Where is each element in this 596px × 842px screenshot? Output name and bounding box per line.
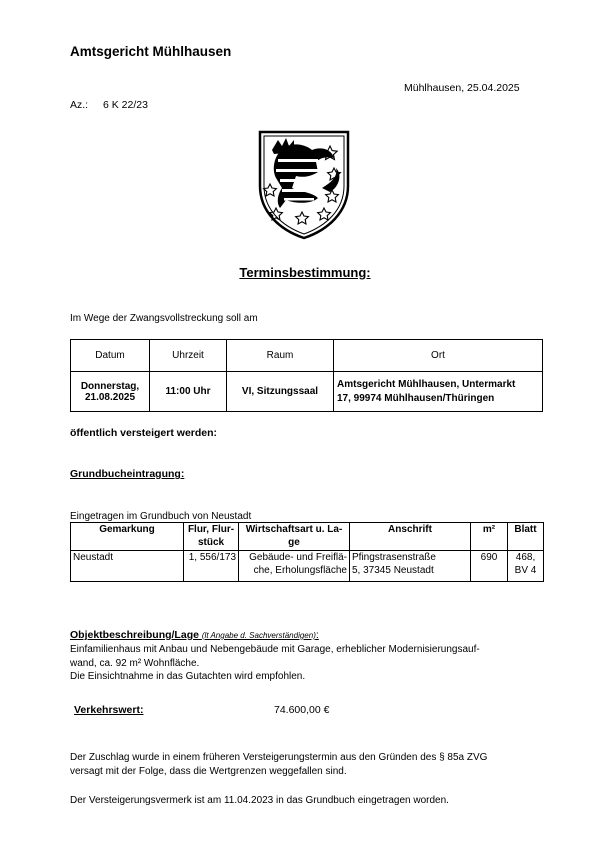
blatt-line-1: 468,	[515, 552, 536, 563]
cell-gemarkung: Neustadt	[71, 551, 184, 582]
cell-anschrift	[350, 551, 471, 582]
grundbuch-intro: Eingetragen im Grundbuch von Neustadt	[70, 511, 252, 522]
wirtschaft-line-2: che, Erholungsfläche	[253, 565, 347, 576]
appointment-table	[70, 339, 543, 412]
header-cell-raum: Raum	[227, 340, 334, 372]
objekt-line-2: wand, ca. 92 m² Wohnfläche.	[70, 657, 200, 669]
coat-of-arms-icon	[256, 128, 352, 240]
objekt-description	[70, 643, 540, 684]
date-line-1: Donnerstag,	[80, 380, 140, 392]
az-label: Az.:	[70, 99, 89, 111]
cell-flur: 1, 556/173	[184, 551, 239, 582]
table-row	[71, 551, 544, 582]
court-name: Amtsgericht Mühlhausen	[70, 44, 232, 59]
vermerk-paragraph: Der Versteigerungsvermerk ist am 11.04.2023 in das Grundbuch eingetragen worden.	[70, 795, 449, 806]
verkehrswert-value: 74.600,00 €	[274, 704, 330, 716]
header-cell-gemarkung: Gemarkung	[71, 523, 184, 551]
cell-blatt	[508, 551, 544, 582]
zuschlag-line-1: Der Zuschlag wurde in einem früheren Versteigerungstermin aus den Gründen des § 85a ZVG	[70, 752, 488, 763]
table-header-row	[71, 523, 544, 551]
objekt-line-1: Einfamilienhaus mit Anbau und Nebengebäude mit Garage, erheblicher Modernisierungsauf-	[70, 644, 480, 655]
blatt-line-2: BV 4	[514, 565, 537, 576]
objekt-note: (lt Angabe d. Sachverständigen)	[201, 631, 316, 640]
wirtschaft-header-line-1: Wirtschaftsart u. La-	[245, 524, 343, 535]
zuschlag-paragraph	[70, 751, 540, 778]
wirtschaft-header-line-2: ge	[288, 537, 300, 548]
verkehrswert-label: Verkehrswert:	[74, 704, 144, 716]
flur-header-line-1: Flur, Flur-	[187, 524, 235, 535]
cell-wirtschaftsart	[239, 551, 350, 582]
anschrift-line-2: 5, 37345 Neustadt	[352, 565, 434, 576]
cell-m2: 690	[471, 551, 508, 582]
grundbuch-table	[70, 522, 544, 582]
grundbuch-heading: Grundbucheintragung:	[70, 468, 185, 480]
table-row	[71, 372, 543, 412]
wirtschaft-line-1: Gebäude- und Freiflä-	[249, 552, 347, 563]
anschrift-line-1: Pfingstrasenstraße	[352, 552, 436, 563]
date-line-2: 21.08.2025	[84, 391, 136, 403]
az-value: 6 K 22/23	[103, 99, 148, 111]
header-cell-ort: Ort	[334, 340, 543, 372]
place-line-2: 17, 99974 Mühlhausen/Thüringen	[337, 392, 495, 404]
header-cell-uhrzeit: Uhrzeit	[150, 340, 227, 372]
place-line-1: Amtsgericht Mühlhausen, Untermarkt	[337, 378, 516, 390]
versteigert-text: öffentlich versteigert werden:	[70, 427, 218, 439]
page-title: Terminsbestimmung:	[239, 265, 371, 280]
cell-ort	[334, 372, 543, 412]
objekt-colon: :	[315, 629, 319, 641]
flur-header-line-2: stück	[197, 537, 225, 548]
cell-raum: VI, Sitzungssaal	[227, 372, 334, 412]
place-date: Mühlhausen, 25.04.2025	[404, 82, 520, 94]
cell-uhrzeit: 11:00 Uhr	[150, 372, 227, 412]
header-cell-wirtschaftsart	[239, 523, 350, 551]
objekt-line-3: Die Einsichtnahme in das Gutachten wird empfohlen.	[70, 671, 306, 682]
table-header-row	[71, 340, 543, 372]
header-cell-m2: m²	[471, 523, 508, 551]
zuschlag-line-2: versagt mit der Folge, dass die Wertgrenzen weggefallen sind.	[70, 765, 347, 777]
header-cell-flur	[184, 523, 239, 551]
objekt-heading-text: Objektbeschreibung/Lage	[70, 629, 199, 641]
header-cell-datum: Datum	[71, 340, 150, 372]
header-cell-blatt: Blatt	[508, 523, 544, 551]
intro-text: Im Wege der Zwangsvollstreckung soll am	[70, 313, 258, 324]
header-cell-anschrift: Anschrift	[350, 523, 471, 551]
cell-datum	[71, 372, 150, 412]
objekt-heading	[70, 629, 319, 641]
